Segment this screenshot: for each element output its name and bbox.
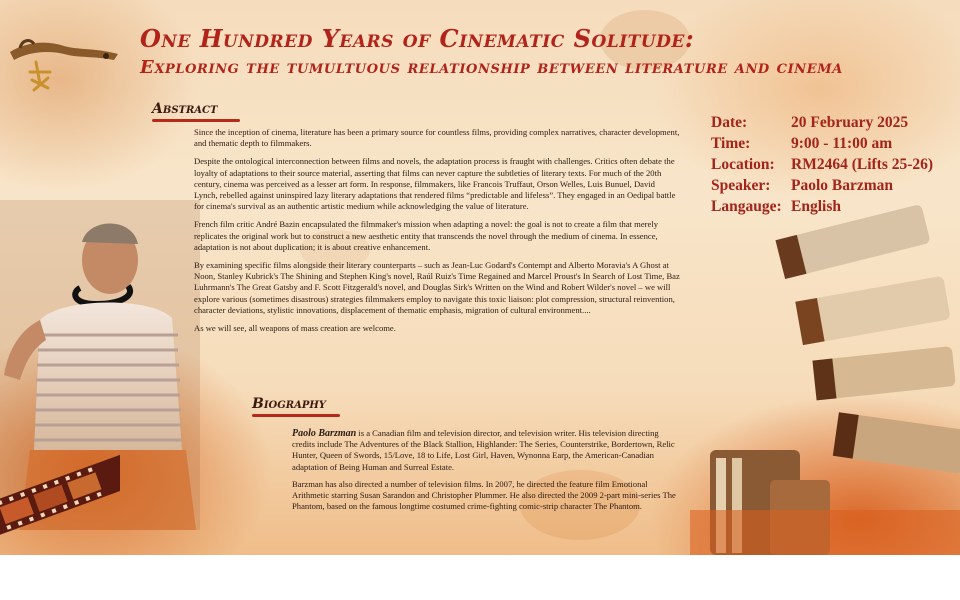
film-strip-graphic (0, 448, 120, 548)
biography-paragraph-text: is a Canadian film and television director, and television writer. His television directing credits include The Adventures of the Black Stallion, Highlander: The Series, Counterstrike, Bordertown, Relic Hunter, Queen of Swords, 15/Love, 18 to Life, Lost Girl, Haven, Wynonna Earp, the American-Canadian adaptation of Being Human and Surreal Estate. (292, 428, 675, 472)
info-label: Location: (711, 156, 775, 173)
info-label: Langauge: (711, 198, 782, 215)
info-label: Date: (711, 114, 748, 131)
info-row-location (711, 154, 933, 175)
info-row-speaker (711, 175, 933, 196)
biography-paragraph (292, 428, 680, 473)
abstract-text (194, 127, 680, 341)
info-value: 9:00 - 11:00 am (791, 135, 893, 152)
abstract-paragraph: Since the inception of cinema, literature has been a primary source for countless films, providing complex narratives, character development, and thematic depth to filmmakers. (194, 127, 680, 149)
biography-heading-rule (252, 414, 340, 417)
info-value: RM2464 (Lifts 25-26) (791, 156, 934, 173)
info-row-date (711, 112, 933, 133)
abstract-paragraph: Despite the ontological interconnection between films and novels, the adaptation process is fraught with challenges. Critics often debate the loyalty of adaptations to their source material, asserting that films can never capture the subtleties of literary texts. For much of the 20th century, cinema was perceived as a lesser art form. In response, filmmakers, like Francois Truffaut, Orson Welles, Luis Bunuel, David Lynch, rebelled against uninspired lazy literary adaptations that rendered films “predictable and lifeless”. They engaged in an Oedipal battle for cinema's survival as an authentic artistic medium while acknowledging the value of literature. (194, 156, 676, 212)
poster-title: One Hundred Years of Cinematic Solitude: (140, 24, 695, 53)
info-value: English (791, 198, 841, 215)
biography-heading (252, 396, 340, 417)
info-label: Time: (711, 135, 751, 152)
event-info (711, 112, 933, 217)
dragon-character-logo (6, 22, 124, 92)
abstract-paragraph: French film critic André Bazin encapsulated the filmmaker's mission when adapting a novel: the goal is not to create a film that merely replicates the original work but to construct a new aesthetic entity that transcends the novel through the medium of cinema. In essence, adaptation is not about duplication; it is about creative enhancement. (194, 219, 659, 252)
info-label: Speaker: (711, 177, 771, 194)
stacked-books-graphic (690, 180, 960, 555)
biography-text (292, 428, 680, 518)
biography-paragraph: Barzman has also directed a number of television films. In 2007, he directed the feature film Emotional Arithmetic starring Susan Sarandon and Christopher Plummer. He also directed the 2009 2-part mini-series The Phantom, based on the famous longtime costumed crime-fighting comic-strip character The Phantom. (292, 478, 676, 512)
info-row-language (711, 196, 933, 217)
abstract-heading-text: Abstract (152, 101, 218, 117)
poster-subtitle: Exploring the tumultuous relationship between literature and cinema (140, 57, 843, 78)
abstract-heading-rule (152, 119, 240, 122)
abstract-paragraph: By examining specific films alongside their literary counterparts – such as Jean-Luc Godard's Contempt and Alberto Moravia's A Ghost at Noon, Stanley Kubrick's The Shining and Stephen King's novel, Raúl Ruiz's Time Regained and Marcel Proust's In Search of Lost Time, Baz Luhrmann's The Great Gatsby and F. Scott Fitzgerald's novel, and Douglas Sirk's Written on the Wind and Robert Wilder's novel – we will explore various (sometimes disastrous) strategies filmmakers employ to navigate this toxic liaison: plot compression, structural reinvention, character deviations, stylistic innovations, displacement of thematic emphasis, migration of cultural environment.... (194, 260, 680, 315)
info-value: 20 February 2025 (791, 114, 909, 131)
biography-heading-text: Biography (252, 396, 326, 412)
speaker-name: Paolo Barzman (292, 428, 357, 439)
abstract-heading (152, 101, 240, 122)
info-row-time (711, 133, 933, 154)
abstract-paragraph: As we will see, all weapons of mass creation are welcome. (194, 323, 396, 334)
info-value: Paolo Barzman (791, 177, 894, 194)
